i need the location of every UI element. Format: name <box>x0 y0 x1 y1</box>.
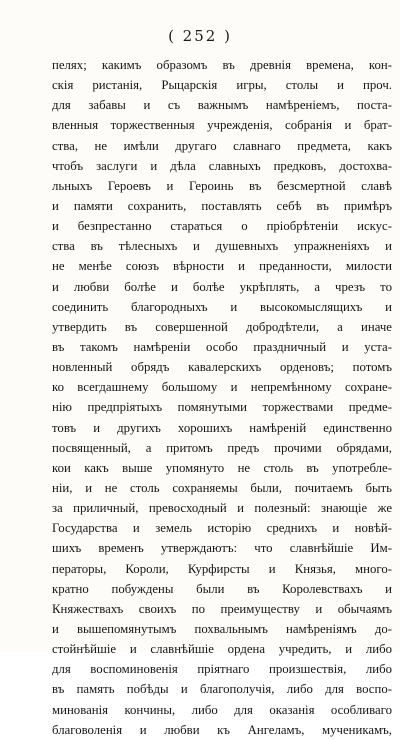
text-line: утвердить въ совершенной добродѣтели, а иначе <box>52 319 392 334</box>
text-line: ко всегдашнему большому и непремѣнному сохране- <box>52 380 392 395</box>
text-line: за приличный, превосходный и полезный: знающіе же <box>52 501 392 516</box>
text-line: въ такомъ намѣреніи особо праздничный и уста- <box>52 339 392 354</box>
text-line: ства, не имѣли другаго славнаго предмета, какъ <box>52 138 392 153</box>
text-line: Государства и земель исторію среднихъ и новѣй- <box>52 521 392 536</box>
text-line: благоволенія и любви къ Ангеламъ, мученикамъ, <box>52 722 392 737</box>
text-line: въ память побѣды и благополучія, либо для воспо- <box>52 682 392 697</box>
text-line: минованія кончины, либо для оказанія особливаго <box>52 702 392 717</box>
text-line: скія ристанія, Рыцарскія игры, столы и проч. <box>52 78 392 93</box>
text-line: для забавы и съ важнымъ намѣреніемъ, поста- <box>52 98 392 113</box>
text-line: стойнѣйшіе и славнѣйшіе ордена учредить, и либо <box>52 642 392 657</box>
text-line: и вышепомянутымъ похвальнымъ намѣреніямъ до- <box>52 621 392 636</box>
text-line: и памяти сохранить, поставлять себѣ въ примѣръ <box>52 198 392 213</box>
text-line: ніи, и не столь сохраняемы были, почитаемъ быть <box>52 480 392 495</box>
text-line: шихъ временъ утверждаютъ: что славнѣйшіе Им- <box>52 541 392 556</box>
text-line: кои какъ выше упомянуто не столь въ употребле- <box>52 460 392 475</box>
text-line: и любви болѣе и болѣе укрѣплять, а чрезъ то <box>52 279 392 294</box>
text-line: соединить благородныхъ и высокомыслящихъ и <box>52 299 392 314</box>
body-text <box>52 55 392 740</box>
text-line: товъ и другихъ хорошихъ намѣреній единственно <box>52 420 392 435</box>
text-line: нію предпріятыхъ помянутыми торжествами предме- <box>52 400 392 415</box>
text-line: ператоры, Короли, Курфирсты и Князья, много- <box>52 561 392 576</box>
text-line: ства въ тѣлесныхъ и душевныхъ упражненіяхъ и <box>52 239 392 254</box>
text-line: пелях; какимъ образомъ въ древнія времена, кон- <box>52 58 392 72</box>
text-line: не менѣе союзъ вѣрности и преданности, милости <box>52 259 392 274</box>
text-line: новленный обрядъ кавалерскихъ орденовъ; потомъ <box>52 360 392 375</box>
text-line: для воспоминовенія пріятнаго произшествія, либо <box>52 662 392 677</box>
text-line: посвященный, а притомъ предъ прочими обрядами, <box>52 440 392 455</box>
text-line: кратно побуждены были въ Королевствахъ и <box>52 581 392 596</box>
page-number: ( 252 ) <box>168 27 232 45</box>
text-line: и безпрестанно стараться о пріобрѣтеніи искус- <box>52 219 392 234</box>
text-line: Княжествахъ своихъ по преимуществу и обычаямъ <box>52 601 392 616</box>
text-line: чтобъ заслуги и дѣла славныхъ предковъ, достохва- <box>52 158 392 173</box>
text-line: льныхъ Героевъ и Героинь въ безсмертной славѣ <box>52 178 392 193</box>
text-line: вленныя торжественныя учрежденія, собранія и брат- <box>52 118 392 133</box>
